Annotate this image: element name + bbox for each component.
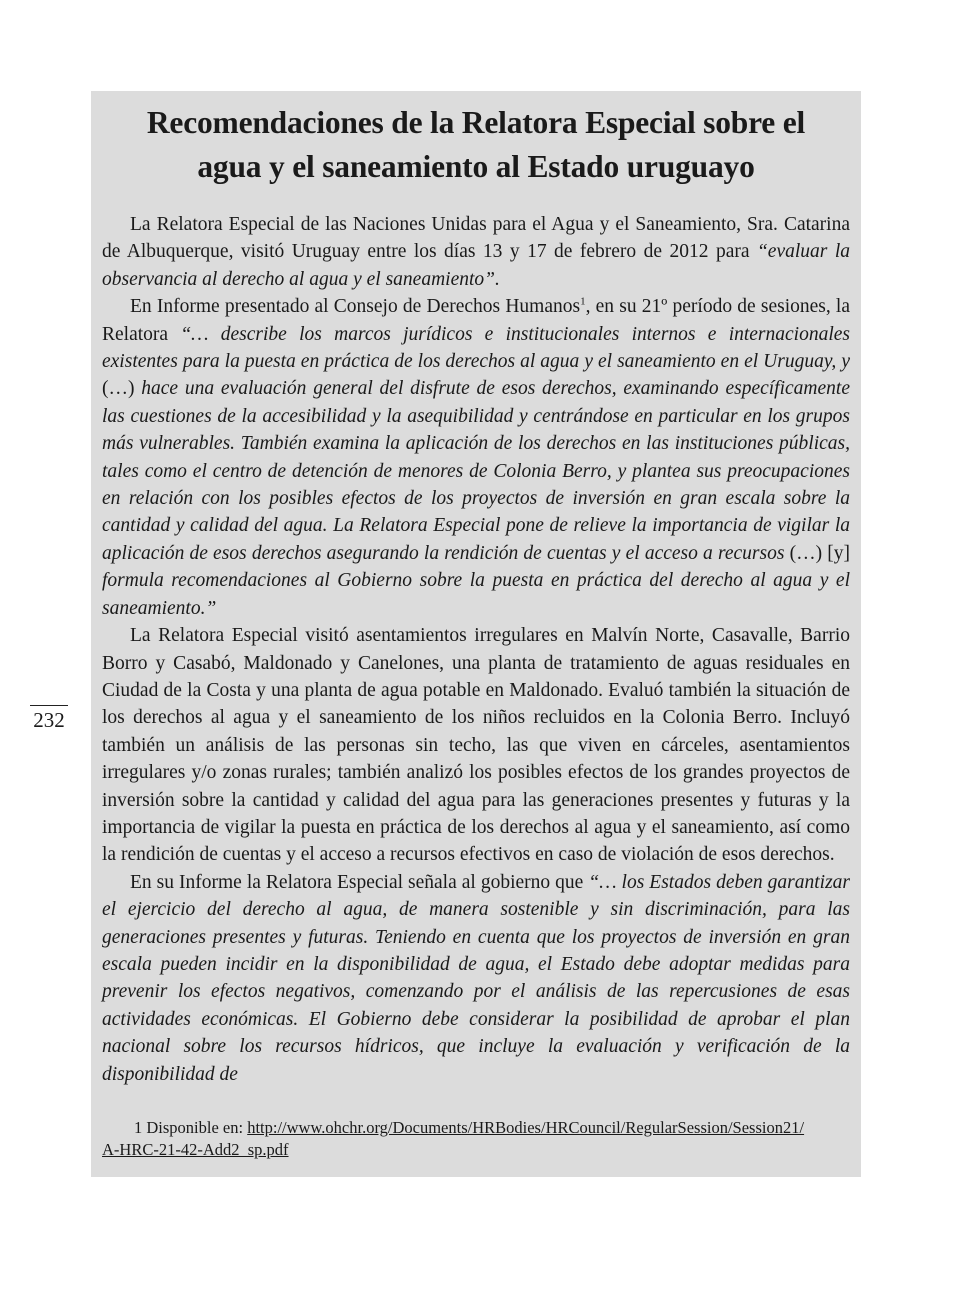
title-line-2: agua y el saneamiento al Estado uruguayo <box>197 149 755 184</box>
page-title <box>102 101 850 189</box>
p2-text-b: , en su 21º período de sesiones, la Relatora <box>102 296 850 345</box>
page-number: 232 <box>30 705 68 732</box>
footnote-label: Disponible en: <box>142 1118 248 1137</box>
p4-quote: “… los Estados deben garantizar el ejercicio del derecho al agua, de manera sostenible y sin discriminación, para las generaciones presentes y futuras. Teniendo en cuenta que los proyectos de inversión en gran escala pueden incidir en la disponibilidad de agua, el Estado debe adoptar medidas para prevenir los efectos negativos, comenzando por el análisis de las repercusiones de esas actividades económicas. El Gobierno debe considerar la posibilidad de aprobar el plan nacional sobre los recursos hídricos, que incluye la evaluación y verificación de la disponibilidad de <box>102 871 850 1085</box>
p2-text-a: En Informe presentado al Consejo de Derechos Humanos <box>130 296 581 318</box>
p2-quote-g: formula recomendaciones al Gobierno sobre la puesta en práctica del derecho al agua y el saneamiento.” <box>102 570 850 619</box>
footnote-ref-1: 1 <box>580 295 586 308</box>
footnote-number: 1 <box>134 1118 143 1137</box>
p2-text-d: (…) <box>102 378 142 400</box>
paragraph-1 <box>102 211 850 293</box>
p2-text-f: (…) [y] <box>789 542 850 564</box>
p1-text: La Relatora Especial de las Naciones Unidas para el Agua y el Saneamiento, Sra. Catarina de Albuquerque, visitó Uruguay entre los días 13 y 17 de febrero de 2012 para <box>102 214 850 263</box>
content-panel <box>91 91 861 1177</box>
p2-quote-c: “… describe los marcos jurídicos e institucionales internos e internacionales existentes para la puesta en práctica de los derechos al agua y el saneamiento en el Uruguay, y <box>102 323 851 373</box>
footnote-link-line-1: http://www.ohchr.org/Documents/HRBodies/HRCouncil/RegularSession/Session21/ <box>247 1118 805 1137</box>
paragraph-4 <box>102 869 850 1088</box>
footnote-link-line-2: A-HRC-21-42-Add2_sp.pdf <box>102 1140 289 1159</box>
p1-quote: “evaluar la observancia al derecho al agua y el saneamiento”. <box>102 241 850 290</box>
paragraph-2 <box>102 293 850 622</box>
footnote <box>102 1117 850 1161</box>
p2-quote-e: hace una evaluación general del disfrute de esos derechos, examinando específicamente las cuestiones de la accesibilidad y la asequibilidad y centrándose en particular en los grupos más vulnerables. También examina la aplicación de los derechos en las instituciones públicas, tales como el centro de detención de menores de Colonia Berro, y plantea sus preocupaciones en relación con los posibles efectos de los proyectos de inversión en gran escala sobre la cantidad y calidad del agua. La Relatora Especial pone de relieve la importancia de vigilar la aplicación de esos derechos asegurando la rendición de cuentas y el acceso a recursos <box>102 378 850 564</box>
title-line-1: Recomendaciones de la Relatora Especial sobre el <box>146 105 806 140</box>
p4-text: En su Informe la Relatora Especial señala al gobierno que <box>130 871 589 893</box>
paragraph-3: La Relatora Especial visitó asentamientos irregulares en Malvín Norte, Casavalle, Barrio Borro y Casabó, Maldonado y Canelones, una planta de tratamiento de aguas residuales en Ciudad de la Costa y una planta de agua potable en Maldonado. Evaluó también la situación de los derechos al agua y el saneamiento de los niños recluidos en la Colonia Berro. Incluyó también un análisis de las personas sin techo, las que viven en cárceles, asentamientos irregulares y/o zonas rurales; también analizó los posibles efectos de los grandes proyectos de inversión sobre la cantidad y calidad del agua para las generaciones presentes y futuras y la importancia de vigilar la puesta en práctica de los derechos al agua y el saneamiento, así como la rendición de cuentas y el acceso a recursos efectivos en caso de violación de esos derechos. <box>102 625 850 866</box>
body-text <box>102 211 850 1088</box>
